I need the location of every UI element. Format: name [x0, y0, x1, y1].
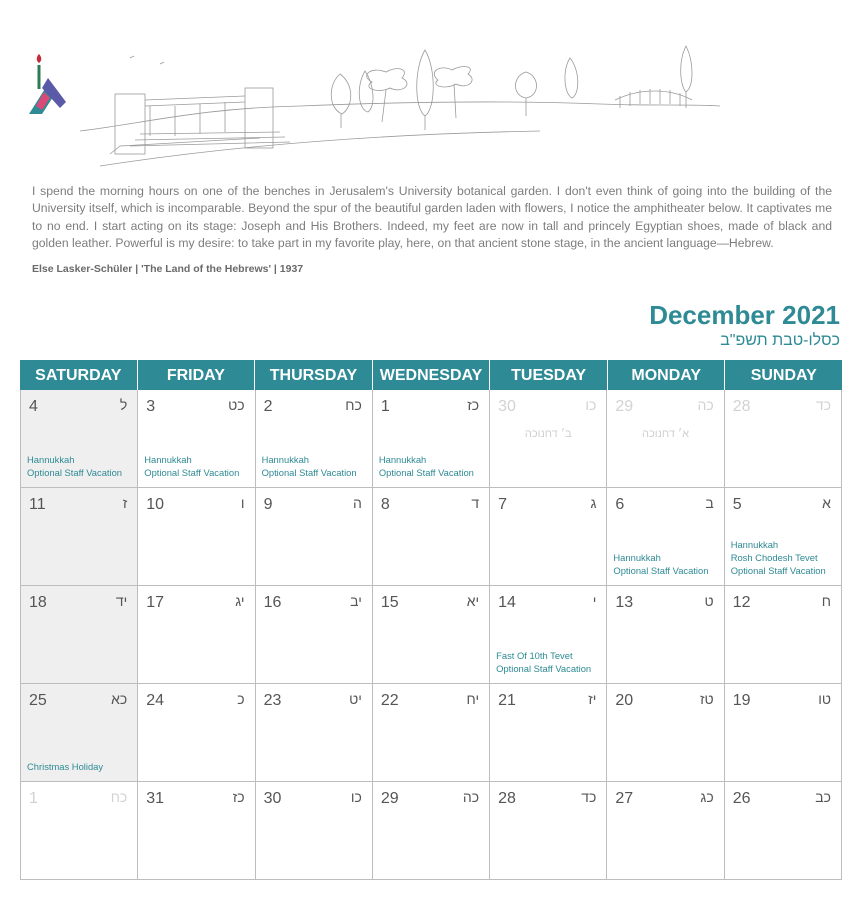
event-label: Optional Staff Vacation	[730, 565, 826, 576]
hebrew-date: כד	[815, 397, 831, 413]
hebrew-date: כז	[467, 397, 480, 413]
hebrew-date: יג	[235, 593, 245, 609]
gregorian-date: 19	[732, 692, 751, 709]
event-label: Fast Of 10th Tevet	[496, 650, 573, 661]
gregorian-date: 6	[615, 496, 625, 513]
day-cell[interactable]	[607, 390, 724, 488]
gregorian-date: 13	[615, 594, 634, 611]
day-cell[interactable]	[373, 586, 490, 684]
day-cell[interactable]	[607, 488, 724, 586]
hebrew-date: כז	[232, 789, 245, 805]
hebrew-date: כו	[350, 789, 362, 805]
day-cell[interactable]	[607, 782, 724, 880]
hebrew-date: טו	[818, 691, 831, 707]
hebrew-date: יט	[349, 691, 362, 707]
day-cell[interactable]	[373, 684, 490, 782]
weekday-wednesday: WEDNESDAY	[373, 360, 491, 390]
gregorian-date: 18	[29, 594, 47, 611]
day-cell[interactable]	[138, 782, 255, 880]
gregorian-date: 7	[498, 496, 508, 513]
event-label: Optional Staff Vacation	[378, 467, 474, 478]
day-cell[interactable]	[138, 488, 255, 586]
hebrew-date: כו	[585, 397, 597, 413]
day-cell[interactable]	[607, 586, 724, 684]
day-cell[interactable]	[490, 782, 607, 880]
hebrew-date: יב	[350, 593, 362, 609]
day-cell[interactable]	[373, 390, 490, 488]
hebrew-date: ג	[590, 495, 597, 511]
hebrew-date: כא	[111, 691, 128, 707]
event-label: Christmas Holiday	[27, 761, 104, 772]
day-cell[interactable]	[138, 684, 255, 782]
gregorian-date: 24	[146, 692, 165, 709]
day-cell[interactable]	[725, 684, 842, 782]
event-label: Hannukkah	[730, 539, 779, 550]
day-cell[interactable]	[256, 390, 373, 488]
gregorian-date: 4	[29, 398, 38, 415]
hebrew-date: ל	[119, 397, 128, 413]
gregorian-date: 30	[498, 398, 516, 415]
event-label: Hannukkah	[27, 454, 75, 465]
hebrew-date: יז	[588, 691, 597, 707]
day-cell[interactable]	[490, 488, 607, 586]
day-cell[interactable]	[607, 684, 724, 782]
event-list	[262, 453, 370, 479]
day-cell[interactable]	[725, 390, 842, 488]
gregorian-date: 8	[380, 496, 390, 513]
event-list	[27, 760, 135, 773]
hebrew-holiday-note: א׳ דחנוכה	[642, 428, 690, 440]
weekday-tuesday: TUESDAY	[490, 360, 608, 390]
hebrew-date: כד	[581, 789, 597, 805]
weekday-sunday: SUNDAY	[750, 367, 817, 384]
gregorian-date: 29	[380, 790, 399, 807]
day-cell[interactable]	[373, 488, 490, 586]
gregorian-date: 15	[380, 594, 399, 611]
week-row	[20, 782, 842, 880]
gregorian-date: 22	[380, 692, 399, 709]
hebrew-date: ז	[122, 495, 128, 511]
weekday-friday: FRIDAY	[138, 360, 256, 390]
day-cell[interactable]	[725, 488, 842, 586]
gregorian-date: 12	[732, 594, 751, 611]
day-cell[interactable]	[256, 488, 373, 586]
event-list	[379, 453, 487, 479]
weekday-header	[20, 360, 842, 390]
event-list	[731, 538, 839, 577]
hebrew-date: ט	[704, 593, 714, 609]
day-cell[interactable]	[725, 586, 842, 684]
quote-text: I spend the morning hours on one of the benches in Jerusalem's University botanical garden. I don't even think of going into the building of the University itself, which is incomparable. Beyond the spur of the beautiful garden laden with flowers, I notice the amphitheater below. It captivates me to no end. I start acting on its stage: Joseph and His Brothers. Indeed, my feet are now in tall and princely Egyptian shoes, made of black and golden leather. Powerful is my desire: to take part in my favorite play, here, on that ancient stone stage, in the ancient language—Hebrew.	[32, 184, 832, 250]
hebrew-date: כב	[815, 789, 831, 805]
gregorian-date: 2	[263, 398, 273, 415]
event-list	[613, 551, 721, 577]
gregorian-date: 20	[615, 692, 634, 709]
event-label: Optional Staff Vacation	[144, 467, 240, 478]
day-cell[interactable]	[20, 782, 138, 880]
hebrew-date: כ	[237, 691, 245, 707]
event-label: Optional Staff Vacation	[496, 663, 592, 674]
gregorian-date: 1	[380, 398, 390, 415]
day-cell[interactable]	[20, 586, 138, 684]
day-cell[interactable]	[490, 684, 607, 782]
gregorian-date: 10	[146, 496, 165, 513]
day-cell[interactable]	[490, 390, 607, 488]
day-cell[interactable]	[373, 782, 490, 880]
hebrew-date: ה	[352, 495, 362, 511]
day-cell[interactable]	[256, 782, 373, 880]
event-label: Rosh Chodesh Tevet	[730, 552, 818, 563]
weekday-monday: MONDAY	[608, 360, 726, 390]
day-cell[interactable]	[256, 684, 373, 782]
gregorian-date: 9	[263, 496, 273, 513]
gregorian-date: 21	[498, 692, 516, 709]
calendar-weeks	[20, 390, 842, 880]
week-row	[20, 390, 842, 488]
day-cell[interactable]	[256, 586, 373, 684]
gregorian-date: 11	[29, 496, 46, 513]
gregorian-date: 29	[615, 398, 634, 415]
hebrew-date: ח	[821, 593, 831, 609]
gregorian-date: 28	[498, 790, 516, 807]
hebrew-date: יח	[466, 691, 480, 707]
calendar-grid	[20, 360, 842, 880]
gregorian-date: 1	[29, 790, 38, 807]
event-list	[144, 453, 252, 479]
hebrew-date: כח	[345, 397, 362, 413]
gregorian-date: 31	[146, 790, 165, 807]
event-label: Optional Staff Vacation	[27, 467, 123, 478]
event-label: Optional Staff Vacation	[613, 565, 709, 576]
event-label: Hannukkah	[144, 454, 192, 465]
gregorian-date: 27	[615, 790, 634, 807]
hebrew-holiday-note: ב׳ דחנוכה	[524, 428, 572, 440]
hebrew-date: טז	[700, 691, 714, 707]
event-label: Hannukkah	[613, 552, 661, 563]
weekday-saturday: SATURDAY	[20, 360, 138, 390]
hebrew-date: ו	[240, 495, 245, 511]
hebrew-date: כה	[462, 789, 480, 805]
gregorian-date: 25	[29, 692, 47, 709]
event-list	[496, 649, 604, 675]
day-cell[interactable]	[20, 684, 138, 782]
day-cell[interactable]	[20, 488, 138, 586]
gregorian-date: 17	[146, 594, 165, 611]
quote-attribution: Else Lasker-Schüler | 'The Land of the Hebrews' | 1937	[32, 263, 304, 275]
gregorian-date: 16	[263, 594, 282, 611]
event-label: Optional Staff Vacation	[261, 467, 357, 478]
hebrew-month-title: כסלו-טבת תשפ"ב	[720, 332, 840, 349]
gregorian-date: 23	[263, 692, 282, 709]
hebrew-date: ב	[705, 495, 714, 511]
hebrew-date: כג	[700, 789, 714, 805]
month-title: December 2021	[649, 300, 840, 330]
university-logo	[26, 48, 66, 114]
hebrew-date: כח	[110, 789, 128, 805]
hebrew-date: כה	[697, 397, 714, 413]
event-list	[27, 453, 135, 479]
day-cell[interactable]	[725, 782, 842, 880]
event-label: Hannukkah	[261, 454, 309, 465]
event-label: Hannukkah	[378, 454, 427, 465]
hebrew-date: ד	[471, 495, 480, 511]
gregorian-date: 30	[263, 790, 282, 807]
gregorian-date: 5	[732, 496, 742, 513]
gregorian-date: 14	[498, 594, 516, 611]
hebrew-date: יד	[115, 593, 128, 609]
day-cell[interactable]	[20, 390, 138, 488]
hebrew-date: יא	[466, 593, 480, 609]
week-row	[20, 586, 842, 684]
hebrew-date: כט	[228, 397, 245, 413]
week-row	[20, 488, 842, 586]
gregorian-date: 3	[146, 398, 156, 415]
gregorian-date: 26	[732, 790, 751, 807]
day-cell[interactable]	[138, 586, 255, 684]
weekday-thursday: THURSDAY	[255, 360, 373, 390]
gregorian-date: 28	[732, 398, 751, 415]
hebrew-date: י	[592, 593, 597, 609]
week-row	[20, 684, 842, 782]
day-cell[interactable]	[138, 390, 255, 488]
day-cell[interactable]	[490, 586, 607, 684]
botanical-garden-illustration	[80, 36, 720, 176]
hebrew-date: א	[822, 495, 831, 511]
